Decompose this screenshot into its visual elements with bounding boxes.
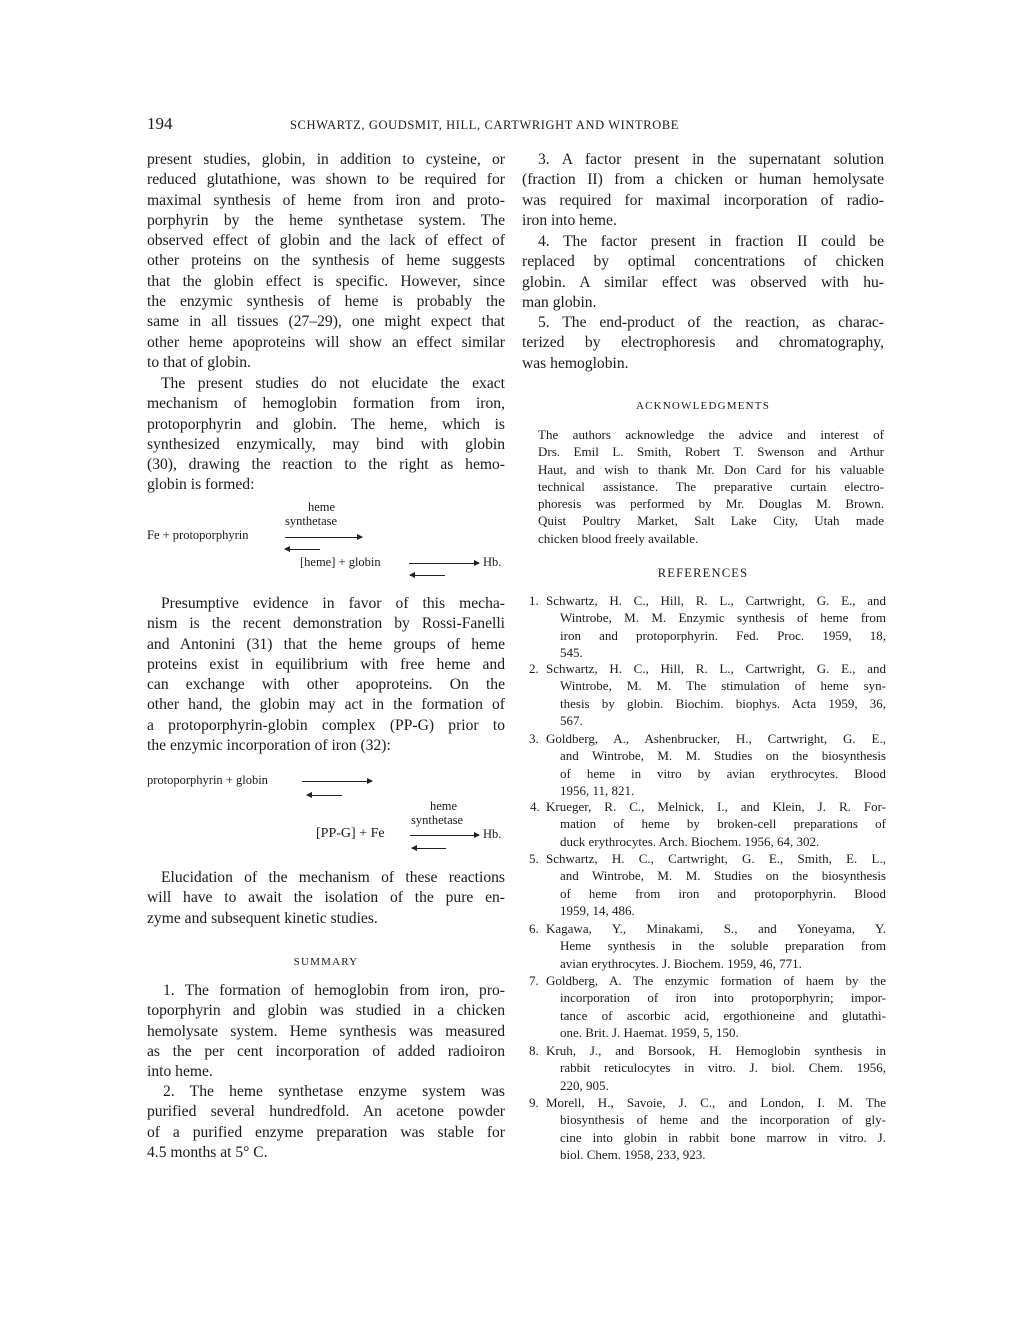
text-line: cine into globin in rabbit bone marrow in vitro. J. bbox=[560, 1129, 886, 1145]
text-line: replaced by optimal concentrations of chicken bbox=[522, 253, 884, 271]
text-line: present studies, globin, in addition to cysteine, or bbox=[147, 151, 505, 168]
text-line: 220, 905. bbox=[560, 1077, 609, 1093]
text-line: terized by electrophoresis and chromatography, bbox=[522, 334, 884, 352]
text-line: zyme and subsequent kinetic studies. bbox=[147, 909, 378, 927]
text-line: The present studies do not elucidate the exact bbox=[161, 375, 505, 392]
text-line: maximal synthesis of heme from iron and proto- bbox=[147, 191, 505, 209]
text-line: Wintrobe, M. M. Enzymic synthesis of heme from bbox=[560, 610, 886, 626]
text-line: technical assistance. The preparative curtain electro- bbox=[538, 478, 884, 494]
text-line: iron into heme. bbox=[522, 211, 617, 229]
eq1-reactants: Fe + protoporphyrin bbox=[147, 528, 249, 542]
text-line: and Wintrobe, M. M. Studies on the biosynthesis bbox=[560, 748, 886, 764]
text-line: 4.5 months at 5° C. bbox=[147, 1143, 268, 1161]
reference-entry bbox=[546, 798, 886, 850]
text-line: of heme from iron and protoporphyrin. Blood bbox=[560, 885, 886, 901]
eq2-reactants: protoporphyrin + globin bbox=[147, 773, 268, 787]
reference-entry bbox=[546, 1042, 886, 1094]
text-line: (30), drawing the reaction to the right as hemo- bbox=[147, 456, 505, 474]
text-line: Goldberg, A., Ashenbrucker, H., Cartwright, G. E., bbox=[546, 731, 886, 746]
text-line: biosynthesis of heme and the incorporation of gly- bbox=[560, 1112, 886, 1128]
text-line: Heme synthesis in the soluble preparation from bbox=[560, 938, 886, 954]
text-line: other heme apoproteins will show an effect similar bbox=[147, 333, 505, 351]
reference-number: 4. bbox=[530, 799, 540, 814]
text-line: mation of heme by broken-cell preparations of bbox=[560, 816, 886, 832]
forward-arrow bbox=[285, 537, 362, 538]
eq2-enzyme-top: heme bbox=[430, 799, 458, 813]
text-line: Elucidation of the mechanism of these reactions bbox=[161, 869, 505, 886]
text-line: the enzymic synthesis of heme is probably the bbox=[147, 293, 505, 311]
text-line: as the per cent incorporation of added radioiron bbox=[147, 1042, 505, 1060]
summary-item bbox=[147, 981, 505, 1082]
eq1-enzyme-bottom: synthetase bbox=[285, 514, 338, 528]
reference-number: 8. bbox=[529, 1043, 539, 1058]
text-line: Schwartz, H. C., Hill, R. L., Cartwright, G. E., and bbox=[546, 661, 886, 676]
text-line: globin is formed: bbox=[147, 476, 255, 494]
forward-arrow bbox=[409, 563, 479, 564]
text-line: 1. The formation of hemoglobin from iron, pro- bbox=[163, 982, 505, 999]
text-line: chicken blood freely available. bbox=[538, 530, 699, 546]
reference-number: 9. bbox=[529, 1095, 539, 1110]
text-line: Presumptive evidence in favor of this mecha- bbox=[161, 595, 505, 612]
text-line: that the globin effect is specific. However, since bbox=[147, 272, 505, 290]
text-line: 4. The factor present in fraction II could be bbox=[538, 233, 884, 250]
text-line: iron and protoporphyrin. Fed. Proc. 1959, 18, bbox=[560, 627, 886, 643]
text-line: Kruh, J., and Borsook, H. Hemoglobin synthesis in bbox=[546, 1043, 886, 1058]
forward-arrow bbox=[302, 781, 372, 782]
reference-entry bbox=[546, 592, 886, 661]
text-line: and Antonini (31) that the heme groups of heme bbox=[147, 635, 505, 653]
summary-item bbox=[522, 150, 884, 231]
text-line: 545. bbox=[560, 644, 583, 660]
text-line: porphyrin by the heme synthetase system. The bbox=[147, 211, 505, 229]
summary-item bbox=[522, 313, 884, 374]
text-line: Schwartz, H. C., Cartwright, G. E., Smith, E. L., bbox=[546, 851, 886, 866]
reference-number: 1. bbox=[529, 593, 539, 608]
text-line: and Wintrobe, M. M. Studies on the biosynthesis bbox=[560, 868, 886, 884]
text-line: will have to await the isolation of the pure en- bbox=[147, 889, 505, 907]
summary-item bbox=[522, 232, 884, 313]
reference-entry bbox=[546, 972, 886, 1041]
text-line: of a purified enzyme preparation was stable for bbox=[147, 1123, 505, 1141]
text-line: mechanism of hemoglobin formation from iron, bbox=[147, 395, 505, 413]
text-line: rabbit reticulocytes in vitro. J. biol. Chem. 1956, bbox=[560, 1060, 886, 1076]
text-line: 3. A factor present in the supernatant solution bbox=[538, 151, 884, 168]
text-line: 2. The heme synthetase enzyme system was bbox=[163, 1083, 505, 1100]
text-line: nism is the recent demonstration by Rossi-Fanelli bbox=[147, 615, 505, 633]
running-head: SCHWARTZ, GOUDSMIT, HILL, CARTWRIGHT AND WINTROBE bbox=[290, 118, 679, 132]
text-line: avian erythrocytes. J. Biochem. 1959, 46, 771. bbox=[560, 955, 802, 971]
summary-item bbox=[147, 1082, 505, 1163]
reference-number: 5. bbox=[529, 851, 539, 866]
eq1-enzyme-top: heme bbox=[308, 500, 336, 514]
text-line: proteins exist in equilibrium with free heme and bbox=[147, 655, 505, 673]
forward-arrow bbox=[410, 835, 479, 836]
text-line: phoresis was performed by Mr. Douglas M. Brown. bbox=[538, 496, 884, 512]
references-heading: REFERENCES bbox=[657, 566, 749, 580]
reference-entry bbox=[546, 850, 886, 919]
text-line: 1956, 11, 821. bbox=[560, 782, 635, 798]
text-line: purified several hundredfold. An acetone powder bbox=[147, 1103, 505, 1121]
text-line: reduced glutathione, was shown to be required for bbox=[147, 171, 505, 189]
text-line: The authors acknowledge the advice and interest of bbox=[538, 427, 884, 442]
paragraph bbox=[147, 868, 505, 929]
eq2-intermediate: [PP-G] + Fe bbox=[316, 826, 385, 841]
reference-number: 3. bbox=[529, 731, 539, 746]
text-line: 5. The end-product of the reaction, as charac- bbox=[538, 314, 884, 331]
acknowledgments-text bbox=[538, 426, 884, 547]
reverse-arrow bbox=[307, 795, 342, 796]
eq2-enzyme-bottom: synthetase bbox=[411, 813, 464, 827]
text-line: the enzymic incorporation of iron (32): bbox=[147, 737, 391, 755]
reference-entry bbox=[546, 920, 886, 972]
text-line: (fraction II) from a chicken or human hemolysate bbox=[522, 171, 884, 189]
text-line: Wintrobe, M. M. The stimulation of heme syn- bbox=[560, 678, 886, 694]
eq2-product: Hb. bbox=[483, 827, 502, 841]
text-line: one. Brit. J. Haemat. 1959, 5, 150. bbox=[560, 1024, 739, 1040]
text-line: thesis by globin. Biochim. biophys. Acta 1959, 36, bbox=[560, 695, 886, 711]
text-line: 1959, 14, 486. bbox=[560, 902, 635, 918]
acknowledgments-heading: ACKNOWLEDGMENTS bbox=[635, 400, 771, 412]
reference-entry bbox=[546, 1094, 886, 1163]
text-line: Goldberg, A. The enzymic formation of haem by the bbox=[546, 973, 886, 988]
text-line: toporphyrin and globin was studied in a chicken bbox=[147, 1002, 505, 1020]
text-line: was required for maximal incorporation of radio- bbox=[522, 191, 884, 209]
reference-entry bbox=[546, 730, 886, 799]
reference-number: 6. bbox=[529, 921, 539, 936]
text-line: Haut, and wish to thank Mr. Don Card for his valuable bbox=[538, 461, 884, 477]
text-line: into heme. bbox=[147, 1063, 213, 1081]
text-line: of heme in vitro by avian erythrocytes. Blood bbox=[560, 765, 886, 781]
text-line: to that of globin. bbox=[147, 353, 251, 371]
text-line: observed effect of globin and the lack of effect of bbox=[147, 232, 505, 250]
text-line: biol. Chem. 1958, 233, 923. bbox=[560, 1146, 706, 1162]
reverse-arrow bbox=[410, 575, 445, 576]
text-line: globin. A similar effect was observed with hu- bbox=[522, 273, 884, 291]
text-line: man globin. bbox=[522, 293, 597, 311]
text-line: Morell, H., Savoie, J. C., and London, I. M. The bbox=[546, 1095, 886, 1110]
text-line: can exchange with other apoproteins. On the bbox=[147, 676, 505, 694]
reference-entry bbox=[546, 660, 886, 729]
text-line: 567. bbox=[560, 712, 583, 728]
text-line: was hemoglobin. bbox=[522, 354, 629, 372]
reference-number: 2. bbox=[529, 661, 539, 676]
paragraph bbox=[147, 374, 505, 496]
eq1-product: Hb. bbox=[483, 555, 502, 569]
text-line: synthesized enzymically, may bind with globin bbox=[147, 435, 505, 453]
text-line: Schwartz, H. C., Hill, R. L., Cartwright, G. E., and bbox=[546, 593, 886, 608]
text-line: a protoporphyrin-globin complex (PP-G) prior to bbox=[147, 716, 505, 734]
reverse-arrow bbox=[285, 549, 320, 550]
text-line: protoporphyrin and globin. The heme, which is bbox=[147, 415, 505, 433]
text-line: Krueger, R. C., Melnick, I., and Klein, J. R. For- bbox=[546, 799, 886, 814]
paragraph bbox=[147, 150, 505, 373]
page-number: 194 bbox=[147, 114, 173, 133]
text-line: same in all tissues (27–29), one might expect that bbox=[147, 313, 505, 331]
eq1-intermediate: [heme] + globin bbox=[300, 555, 381, 569]
text-line: Drs. Emil L. Smith, Robert T. Swenson and Arthur bbox=[538, 444, 884, 460]
text-line: hemolysate system. Heme synthesis was measured bbox=[147, 1022, 505, 1040]
text-line: Kagawa, Y., Minakami, S., and Yoneyama, Y. bbox=[546, 921, 886, 936]
text-line: incorporation of iron into protoporphyrin; impor- bbox=[560, 990, 886, 1006]
text-line: Quist Poultry Market, Salt Lake City, Utah made bbox=[538, 513, 884, 529]
paragraph bbox=[147, 594, 505, 756]
text-line: other hand, the globin may act in the formation of bbox=[147, 696, 505, 714]
reference-number: 7. bbox=[529, 973, 539, 988]
summary-heading: SUMMARY bbox=[293, 956, 359, 968]
text-line: tance of ascorbic acid, ergothioneine and glutathi- bbox=[560, 1007, 886, 1023]
text-line: other proteins on the synthesis of heme suggests bbox=[147, 252, 505, 270]
reverse-arrow bbox=[412, 848, 446, 849]
text-line: duck erythrocytes. Arch. Biochem. 1956, 64, 302. bbox=[560, 833, 820, 849]
